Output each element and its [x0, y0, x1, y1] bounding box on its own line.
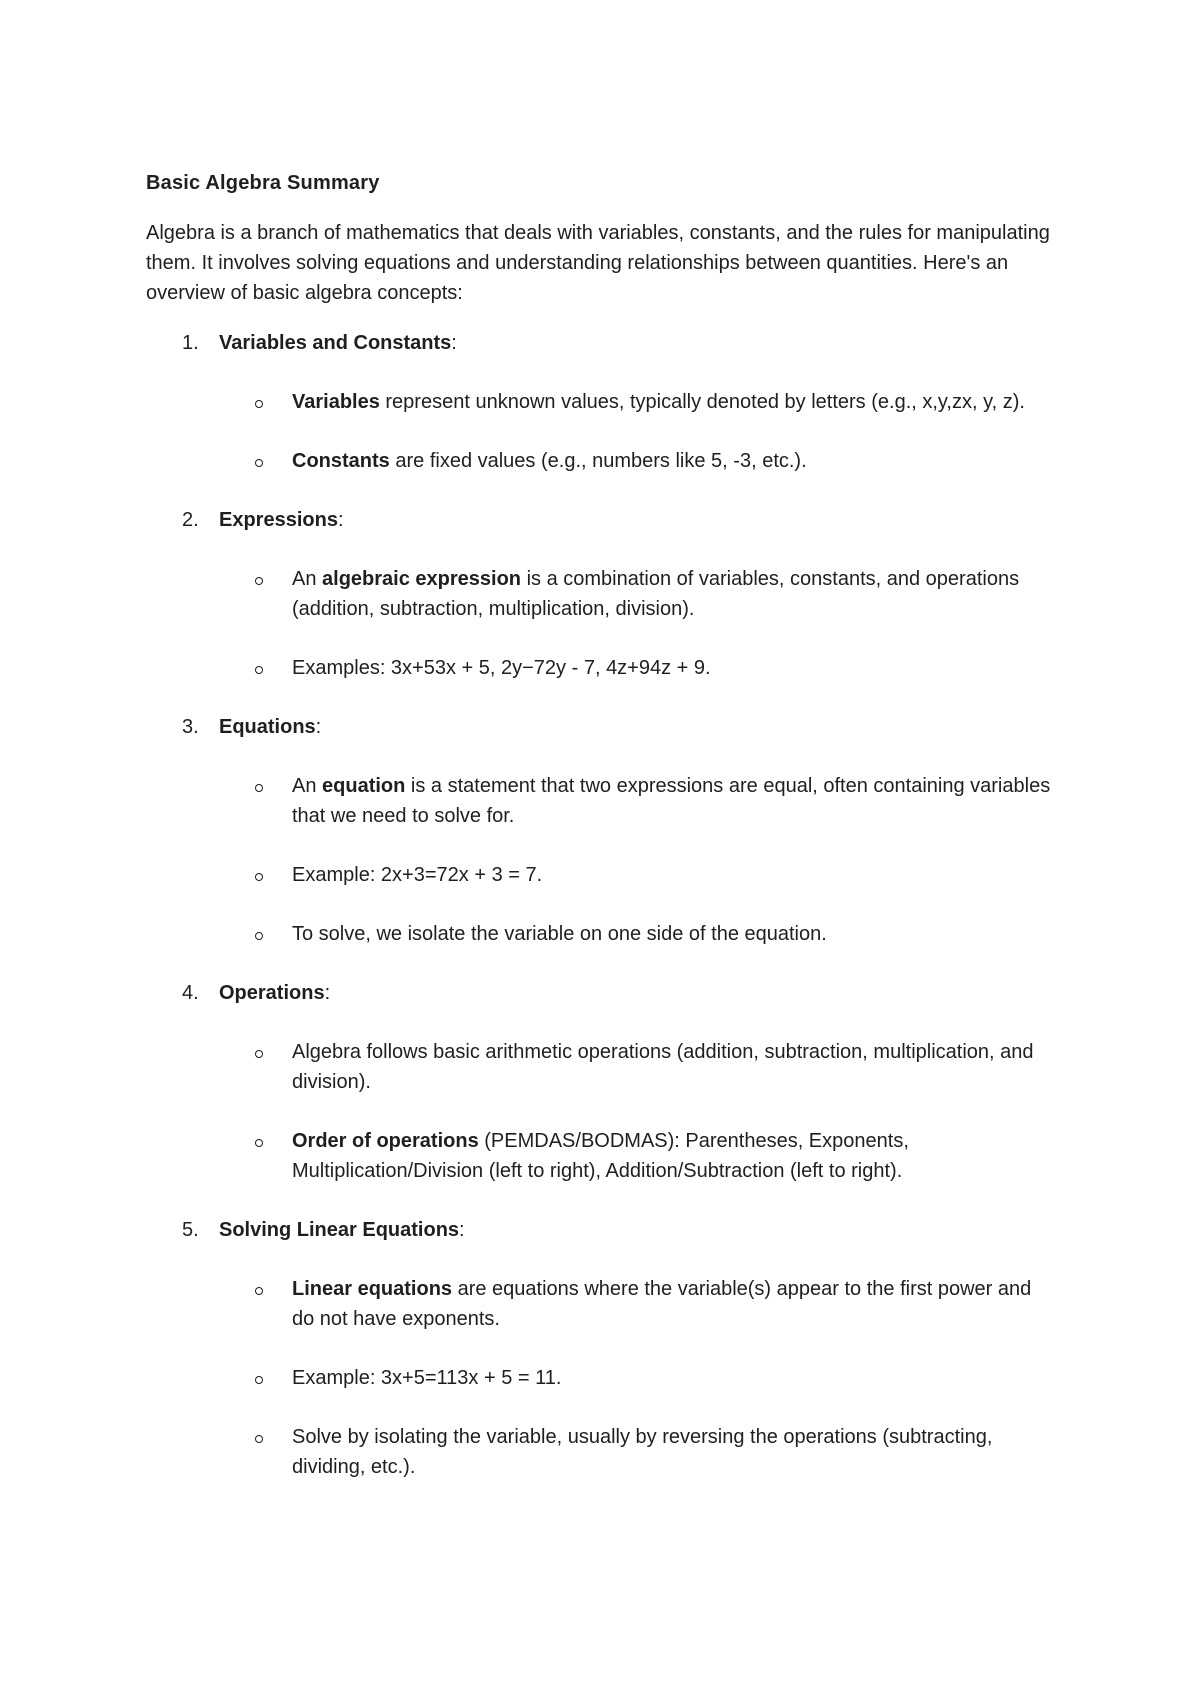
bullet-list: [146, 387, 1066, 476]
bullet-term: equation: [322, 775, 406, 797]
bullet-item: [146, 387, 1066, 417]
hollow-circle-bullet-icon: [255, 1376, 263, 1384]
bullet-item: [146, 860, 1066, 890]
hollow-circle-bullet-icon: [255, 459, 263, 467]
section-heading-suffix: :: [337, 509, 344, 531]
intro-paragraph: Algebra is a branch of mathematics that deals with variables, constants, and the rules for manipulating them. It involves solving equations and understanding relationships between quantities. Here's an overview of basic algebra concepts:: [146, 222, 1050, 304]
bullet-list: [146, 771, 1066, 949]
bullet-text: represent unknown values, typically denoted by letters (e.g., x,y,zx, y, z).: [379, 391, 1025, 413]
bullet-lead-text: An: [292, 775, 323, 797]
section-heading-suffix: :: [459, 1219, 465, 1241]
bullet-term: Constants: [292, 450, 390, 472]
hollow-circle-bullet-icon: [255, 784, 263, 792]
section-number: 4.: [182, 982, 199, 1004]
bullet-item: [146, 1126, 1066, 1186]
bullet-term: Order of operations: [292, 1130, 479, 1152]
bullet-text: are equations where the variable(s) appear to the first power and do not have exponents.: [292, 1278, 1032, 1330]
section-number: 2.: [182, 509, 199, 531]
hollow-circle-bullet-icon: [255, 400, 263, 408]
bullet-item: [146, 919, 1066, 949]
section-heading-text: Variables and Constants: [219, 332, 452, 354]
bullet-text: To solve, we isolate the variable on one side of the equation.: [292, 923, 827, 945]
hollow-circle-bullet-icon: [255, 577, 263, 585]
section-list: [146, 328, 1066, 1482]
section-number: 3.: [182, 716, 199, 738]
bullet-text: Examples: 3x+53x + 5, 2y−72y - 7, 4z+94z + 9.: [292, 657, 711, 679]
section-heading-text: Expressions: [219, 509, 338, 531]
document-content: [146, 168, 1066, 1511]
section-item: [146, 328, 1066, 476]
bullet-text: is a statement that two expressions are equal, often containing variables that we need to solve for.: [292, 775, 1051, 827]
bullet-text: Algebra follows basic arithmetic operations (addition, subtraction, multiplication, and division).: [292, 1041, 1034, 1093]
section-heading-suffix: :: [315, 716, 322, 738]
bullet-item: [146, 1363, 1066, 1393]
section-heading-suffix: :: [451, 332, 457, 354]
bullet-text: Example: 2x+3=72x + 3 = 7.: [292, 864, 543, 886]
bullet-list: [146, 1037, 1066, 1186]
hollow-circle-bullet-icon: [255, 666, 263, 674]
bullet-lead-text: An: [292, 568, 323, 590]
bullet-text: Solve by isolating the variable, usually by reversing the operations (subtracting, dividing, etc.).: [292, 1426, 993, 1478]
bullet-text: is a combination of variables, constants, and operations (addition, subtraction, multiplication, division).: [292, 568, 1020, 620]
section-heading: [146, 328, 1066, 358]
section-item: [146, 712, 1066, 949]
document-title: Basic Algebra Summary: [146, 172, 380, 194]
section-heading: [146, 1215, 1066, 1245]
hollow-circle-bullet-icon: [255, 1050, 263, 1058]
section-heading-suffix: :: [324, 982, 331, 1004]
section-heading-text: Solving Linear Equations: [219, 1219, 460, 1241]
hollow-circle-bullet-icon: [255, 1435, 263, 1443]
bullet-text: Example: 3x+5=113x + 5 = 11.: [292, 1367, 562, 1389]
bullet-list: [146, 1274, 1066, 1482]
hollow-circle-bullet-icon: [255, 1139, 263, 1147]
section-number: 5.: [182, 1219, 199, 1241]
section-heading: [146, 505, 1066, 535]
bullet-list: [146, 564, 1066, 683]
bullet-item: [146, 1274, 1066, 1334]
hollow-circle-bullet-icon: [255, 873, 263, 881]
bullet-term: Linear equations: [292, 1278, 453, 1300]
bullet-item: [146, 771, 1066, 831]
section-item: [146, 505, 1066, 683]
section-heading: [146, 978, 1066, 1008]
section-number: 1.: [182, 332, 199, 354]
hollow-circle-bullet-icon: [255, 932, 263, 940]
section-item: [146, 1215, 1066, 1482]
section-heading-text: Equations: [219, 716, 316, 738]
bullet-item: [146, 1422, 1066, 1482]
bullet-term: Variables: [292, 391, 380, 413]
bullet-item: [146, 446, 1066, 476]
bullet-item: [146, 653, 1066, 683]
section-heading-text: Operations: [219, 982, 325, 1004]
bullet-item: [146, 564, 1066, 624]
bullet-item: [146, 1037, 1066, 1097]
bullet-text: are fixed values (e.g., numbers like 5, -3, etc.).: [389, 450, 807, 472]
bullet-text: (PEMDAS/BODMAS): Parentheses, Exponents, Multiplication/Division (left to right), Addition/Subtraction (left to right).: [292, 1130, 909, 1182]
section-item: [146, 978, 1066, 1186]
section-heading: [146, 712, 1066, 742]
hollow-circle-bullet-icon: [255, 1287, 263, 1295]
bullet-term: algebraic expression: [322, 568, 522, 590]
